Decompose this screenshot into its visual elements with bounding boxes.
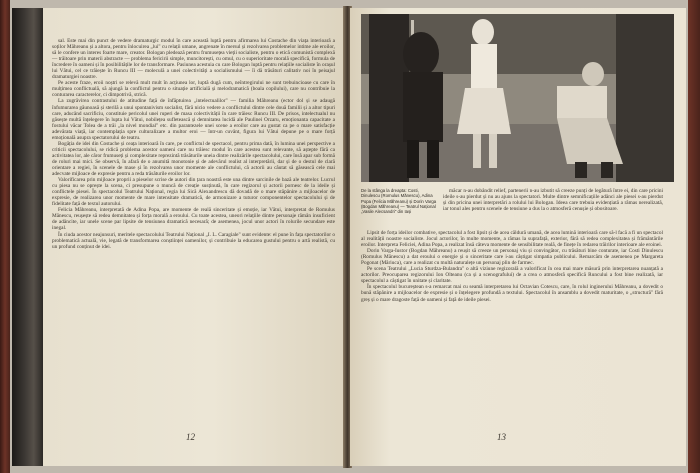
page-number-left: 12 bbox=[186, 432, 195, 442]
photo-caption: De la stânga la dreapta: Costi, Dinulescu (Romulus Mănescu), Adina Popa (Felicia Măhreanu) și Dorin Varga (Bogdan Măhreanu) — Teatrul Național „Vasile Alecsandri" din Iași bbox=[361, 188, 437, 215]
paragraph: Valorificarea prin mijloace proprii a pieselor scrise de autori din țara noastră este una dintre sarcinile de bază ale teatrelor. Lucrul cu piesa nu se oprește la scena, ci presupune o muncă de creație susținută, în care regizorul și actorii pornesc de la ideile și conflictele piesei. În spectacolul Teatrului Național, regia lui Sică Alexandrescu dă dovadă de o mare stăpânire a mijloacelor de expresie, de realizarea unor momente de mare intensitate dramatică, de armonizare a tuturor componentelor spectacolului și de fidelitate față de textul autorului. bbox=[52, 177, 335, 208]
book-cover-edge-right bbox=[688, 0, 700, 473]
paragraph: La zugrăvirea contrastului de atitudine față de înfăptuirea „intelectualilor" — familia Măhreanu (ector dol și se adaugă înfumurarea găunoasă și sterilă a unui spontanivism socialist, fără nicio vedere a conflictului dintre cele două familii și a altor tipuri care, aducând sacrificiu, constituie pericolul unei ruperi de masa colectivității în care trăiesc Runcu III. De prisos, intelectualul nu găsește multă înțelegere în lupta lui Vătui, nobilețea sufletească și demnitatea lucidă ale Paulinei Orzaru, emoționanta capacitate a fostului văcar Tolea de a trăi „la nivel mondial" etc. din parantezele unei scene a eroilor care au gustat ca pe o mare satisfacție adevărata viață, iar contemplația spre culturalizare a multor eroi — într-un cuvânt, figura lui Vătui depune pe o mare forță emoțională asupra spectatorului de teatru. bbox=[52, 98, 335, 141]
paragraph: măcar n-au dobândit relief, partenerii n-au izbutit să creeze punți de legătură între ei, din care pricini ideile s-au pierdut și nu au ajuns la spectatori. Multe dintre semnificațiile adânci ale piesei s-au pierdut și din pricina unei interpretări a rolului lui Bologan. Ideea care trebuia evidențiată a rămas nerealizată, iar tonul ales pentru scenele de tensiune a dus la o atmosferă cenușie și obositoare. bbox=[443, 188, 663, 213]
paragraph: Lipsit de forța ideilor combative, spectacolul a fost lipsit și de acea căldură umană, de acea lumină interioară care să-l facă a fi un spectacol al realității noastre socialiste. Jocul actorilor, în multe momente, a rămas la suprafață, exterior, fără să redea complexitatea și frământările eroilor. Interpreta Feliciei, Adina Popa, a realizat însă câteva momente de sensibilitate reală, de finețe în redarea trăirilor interioare ale eroinei. bbox=[361, 230, 663, 249]
paragraph: Bogăția de idei din Costache și ceața interioară în care, pe conflictul de spectacol, pentru prima dată, în lumina unei perspective a criticii spectacolului, se ridică problema acestor oameni care nu trăiesc modul în care acestea sunt relevante, să aștepte fără ca activitatea lor, ale căror frumuseți și complexitate reprezintă trăsăturile uneia dintre realizările spectacolului, care însă apar sub formă de roluri mai mici. Se observă, în afară de o anumită monotonie și de adevărul realist al interpretării, dar și de o destul de clară orientare a regiei, în scenele de mase și în rezolvarea unor momente ale conflictului, că actorii au căutat să găsească cele mai adecvate mijloace de expresie pentru a reda trăsăturile eroilor lor. bbox=[52, 140, 335, 178]
page-number-right: 13 bbox=[497, 432, 506, 442]
theatre-scene-image bbox=[361, 14, 674, 182]
paragraph: Dorin Varga-Iustor (Bogdan Măhreanu) a reușit să creeze un personaj viu și convingător, cu trăsături bine conturate, iar Costi Dinulescu (Romulus Mănescu) a dat eroului o energie și o sinceritate care i-au câștigat simpatia publicului. Remarcăm de asemenea pe Margareta Pogonat (Măriuca), care a realizat cu multă naturalețe un personaj plin de farmec. bbox=[361, 248, 663, 267]
paragraph: Pe scena Teatrului „Lucia Sturdza-Bulandra" o altă viziune regizorală a valorificat în cea mai mare măsură prin interpretarea nuanțată a actorilor. Preocuparea regizorului Ion Olteanu (ca și a scenografului) de a crea o atmosferă specifică Runcului a fost bine realizată, iar spectacolul a câștigat în unitate și claritate. bbox=[361, 266, 663, 285]
right-page-text bbox=[361, 230, 663, 303]
left-page-text bbox=[52, 38, 335, 250]
book-cover-edge-left bbox=[0, 0, 10, 473]
paragraph: În ciuda acestor neajunsuri, meritele spectacolului Teatrului Național „I. L. Caragiale" sunt evidente: el pune în fața spectatorilor o problematică actuală, vie, legată de transformarea conștiinței oamenilor, și contribuie la educarea gustului pentru o artă realistă, cu un profund conținut de idei. bbox=[52, 231, 335, 250]
paragraph: Felicia Măhreanu, interpretată de Adina Popa, are momente de reală sinceritate și emoție, iar Vătui, interpretat de Romulus Mănescu, reușește să redea demnitatea și forța morală a eroului. Cu toate acestea, uneori relațiile dintre personaje rămân insuficient de adâncite, iar unele scene par lipsite de tensiunea dramatică necesară; de asemenea, jocul unor actori în rolurile secundare este inegal. bbox=[52, 207, 335, 232]
paragraph: Pe aceste fraze, eroii noștri se relevă mult mult în acțiunea lor, luptă dugă cum, neîntregirului ne sunt trebuincioase cu care în mulțimea conflictuală, să ajungă la conflictul pentru o situație artificială și melodramatică (boala copilului), care nu contribuie la conturarea caracterelor, ci dimpotrivă, strică. bbox=[52, 80, 335, 99]
paragraph: În spectacolul bucureștean s-a remarcat mai cu seamă interpretarea lui Octavian Cotescu, care, în rolul inginerului Măhreanu, a dovedit o bună stăpânire a mijloacelor de expresie și o înțelegere profundă a textului. Spectacolul în ansamblu a dovedit maturitate, o „structură" fără greș și o mare dragoste față de oameni și față de ideile piesei. bbox=[361, 284, 663, 303]
paragraph: sal. Este mai din punct de vedere dramaturgic modul în care această luptă pentru afirmarea lui Costache din viața interioară a soților Măhreanu și a altora, pentru înlocuirea „lui" cu relații umane, angrenate în mersul și rezolvarea problemelor intime ale eroilor, să le confere un interes foarte mare, creator. Bologan pledează pentru frumusețea vieții socialiste, pentru o etică comunistă complexă — trăitoare prin materii abstracte — problema fericirii simple, muncitorești, cu omul, cu o superioritate morală specifică, formula de încredere în oameni și în posibilitățile lor de transformare. Pasiunea acestuia cu care Bologan luptă pentru relațiile socialiste în orașul lui Vătui, cel ce trăiește în Runcu III — moleculă a unei colectivități a socialismului — îi dă trăsături calitativ noi în peisajul dramaturgiei noastre. bbox=[52, 38, 335, 81]
right-page-text-upper bbox=[443, 188, 663, 212]
left-page-photo-strip bbox=[12, 8, 43, 466]
theatre-photo bbox=[361, 14, 674, 182]
